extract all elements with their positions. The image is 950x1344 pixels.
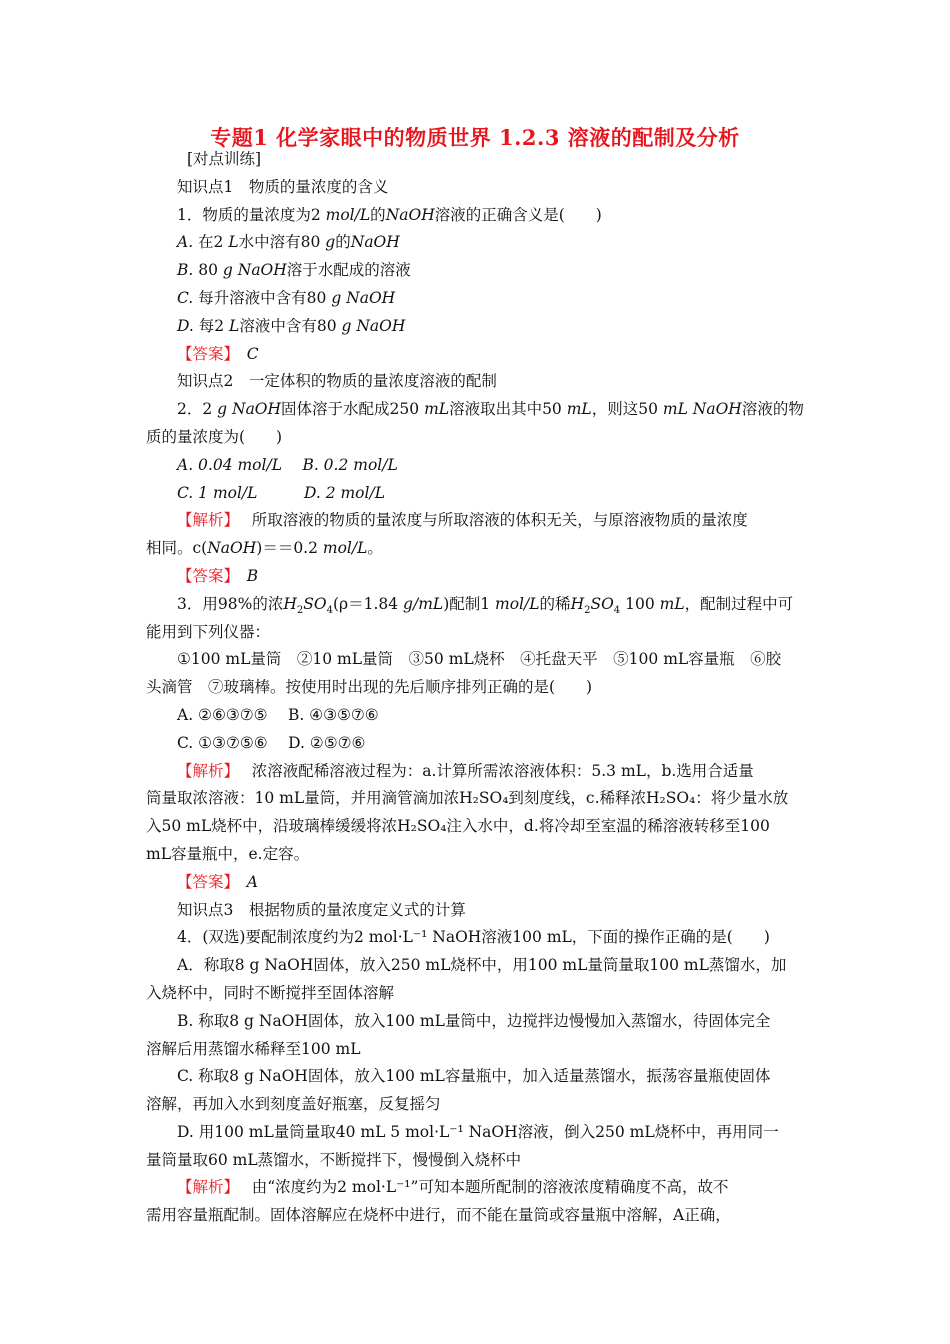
- answer-tag: 【答案】: [177, 566, 232, 585]
- question-4-option-c-line-1: C. 称取8 g NaOH固体，放入100 mL容量瓶中，加入适量蒸馏水，振荡容量瓶使固体: [177, 1067, 771, 1086]
- analysis-tag: 【解析】: [177, 511, 232, 530]
- question-2-stem-line-2: 质的量浓度为( ): [146, 427, 283, 446]
- question-4-analysis-line-2: 需用容量瓶配制。固体溶解应在烧杯中进行，而不能在量筒或容量瓶中溶解，A正确，: [146, 1206, 731, 1225]
- question-1-answer: [146, 341, 810, 369]
- question-4-option-c-line-2: 溶解，再加入水到刻度盖好瓶塞，反复摇匀: [146, 1095, 441, 1114]
- question-4-option-d-line-2: 量筒量取60 mL蒸馏水，不断搅拌下，慢慢倒入烧杯中: [146, 1150, 522, 1169]
- document-body: [146, 146, 810, 1230]
- question-4-option-a-line-2: 入烧杯中，同时不断搅拌至固体溶解: [146, 983, 395, 1002]
- analysis-tag: 【解析】: [177, 1178, 232, 1197]
- answer-value: B: [246, 566, 259, 585]
- answer-value: A: [246, 872, 258, 891]
- page-title: 专题1 化学家眼中的物质世界 1.2.3 溶液的配制及分析: [210, 125, 740, 150]
- question-2-options-ab: A. 0.04 mol/L B. 0.2 mol/L: [177, 455, 398, 474]
- section-label: [对点训练]: [187, 150, 262, 168]
- question-3-answer: [146, 869, 810, 897]
- question-3-instruments-line-2: 头滴管 ⑦玻璃棒。按使用时出现的先后顺序排列正确的是( ): [146, 678, 593, 697]
- question-2-analysis-line-2: 相同。c(NaOH)＝＝0.2 mol/L。: [146, 539, 383, 558]
- answer-value: C: [246, 344, 259, 363]
- question-4-option-d-line-1: D. 用100 mL量筒量取40 mL 5 mol·L⁻¹ NaOH溶液，倒入250 mL烧杯中，再用同一: [177, 1122, 779, 1141]
- question-3-stem-line-1: 3．用98%的浓$H_2SO_4(\rho=1.84$ g/mL)配制1 mol/L的稀$H_2SO_4$ 100 mL，配制过程中可: [177, 594, 794, 616]
- question-1-option-d: D. 每2 L溶液中含有80 g NaOH: [177, 316, 406, 335]
- question-3-options-ab: A. ②⑥③⑦⑤ B. ④③⑤⑦⑥: [177, 705, 379, 724]
- question-1-stem: 1．物质的量浓度为2 mol/L的NaOH溶液的正确含义是( ): [177, 205, 602, 224]
- question-4-option-a-line-1: A．称取8 g NaOH固体，放入250 mL烧杯中，用100 mL量筒量取100 mL蒸馏水，加: [177, 956, 787, 975]
- question-1-option-c: C. 每升溶液中含有80 g NaOH: [177, 288, 396, 307]
- question-2-answer: [146, 563, 810, 591]
- question-3-analysis-line-3: 入50 mL烧杯中，沿玻璃棒缓缓将浓H₂SO₄注入水中，d.将冷却至室温的稀溶液转移至100: [146, 817, 770, 836]
- question-3-analysis-line-2: 筒量取浓溶液：10 mL量筒，并用滴管滴加浓H₂SO₄到刻度线，c.稀释浓H₂SO₄：将少量水放: [146, 789, 789, 808]
- question-2-analysis-line-1: 【解析】 所取溶液的物质的量浓度与所取溶液的体积无关，与原溶液物质的量浓度: [177, 511, 748, 530]
- question-2-options-cd: C. 1 mol/L D. 2 mol/L: [177, 483, 385, 502]
- question-4-stem: 4．(双选)要配制浓度约为2 mol·L⁻¹ NaOH溶液100 mL，下面的操作正确的是( ): [177, 928, 770, 947]
- knowledge-point-3: 知识点3 根据物质的量浓度定义式的计算: [177, 900, 466, 919]
- question-4-analysis-line-1: 【解析】 由“浓度约为2 mol·L⁻¹”可知本题所配制的溶液浓度精确度不高，故不: [177, 1178, 729, 1197]
- question-1-option-a: A. 在2 L水中溶有80 g的NaOH: [177, 233, 400, 252]
- question-3-analysis-line-4: mL容量瓶中，e.定容。: [146, 844, 310, 863]
- answer-tag: 【答案】: [177, 344, 232, 363]
- question-3-stem-line-2: 能用到下列仪器：: [146, 622, 271, 641]
- knowledge-point-2: 知识点2 一定体积的物质的量浓度溶液的配制: [177, 372, 497, 391]
- question-2-stem-line-1: 2．2 g NaOH固体溶于水配成250 mL溶液取出其中50 mL，则这50 mL NaOH溶液的物: [177, 400, 804, 419]
- knowledge-point-1: 知识点1 物质的量浓度的含义: [177, 177, 389, 196]
- answer-tag: 【答案】: [177, 872, 232, 891]
- question-1-option-b: B. 80 g NaOH溶于水配成的溶液: [177, 261, 411, 280]
- question-3-options-cd: C. ①③⑦⑤⑥ D. ②⑤⑦⑥: [177, 733, 366, 752]
- question-3-instruments-line-1: ①100 mL量筒 ②10 mL量筒 ③50 mL烧杯 ④托盘天平 ⑤100 mL容量瓶 ⑥胶: [177, 650, 782, 669]
- analysis-tag: 【解析】: [177, 761, 232, 780]
- question-4-option-b-line-2: 溶解后用蒸馏水稀释至100 mL: [146, 1039, 361, 1058]
- question-3-analysis-line-1: 【解析】 浓溶液配稀溶液过程为：a.计算所需浓溶液体积：5.3 mL，b.选用合适量: [177, 761, 754, 780]
- question-4-option-b-line-1: B. 称取8 g NaOH固体，放入100 mL量筒中，边搅拌边慢慢加入蒸馏水，待固体完全: [177, 1011, 771, 1030]
